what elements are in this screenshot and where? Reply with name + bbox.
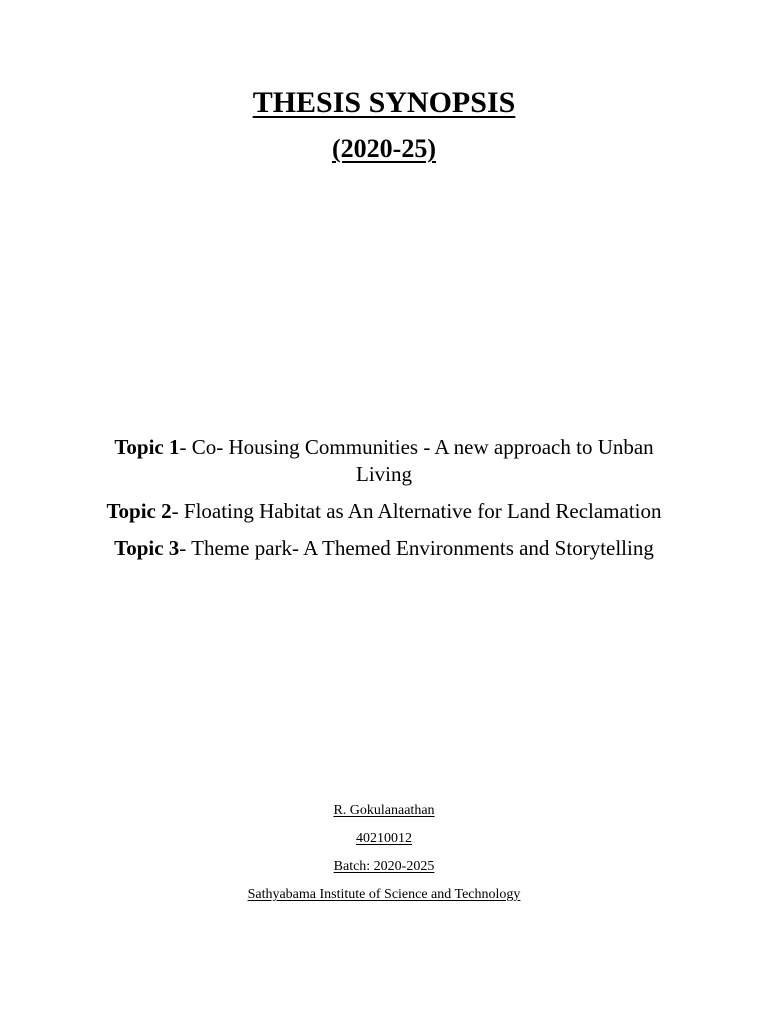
topic-1 bbox=[104, 434, 664, 488]
page-title: THESIS SYNOPSIS bbox=[252, 86, 516, 119]
topic-2 bbox=[104, 498, 664, 525]
page-subtitle-years: (2020-25) bbox=[332, 134, 436, 163]
topics-list bbox=[104, 434, 664, 572]
topic-1-text: - Co- Housing Communities - A new approach to Unban Living bbox=[179, 435, 654, 486]
author-batch: Batch: 2020-2025 bbox=[333, 859, 435, 874]
topic-3 bbox=[104, 535, 664, 562]
author-institution: Sathyabama Institute of Science and Technology bbox=[247, 887, 521, 902]
topic-3-label: Topic 3 bbox=[114, 536, 180, 560]
author-name: R. Gokulanaathan bbox=[333, 803, 435, 818]
topic-1-label: Topic 1 bbox=[114, 435, 180, 459]
topic-2-label: Topic 2 bbox=[106, 499, 172, 523]
topic-2-text: - Floating Habitat as An Alternative for Land Reclamation bbox=[171, 499, 662, 523]
author-info bbox=[0, 801, 768, 913]
topic-3-text: - Theme park- A Themed Environments and Storytelling bbox=[179, 536, 654, 560]
author-id: 40210012 bbox=[356, 831, 412, 846]
